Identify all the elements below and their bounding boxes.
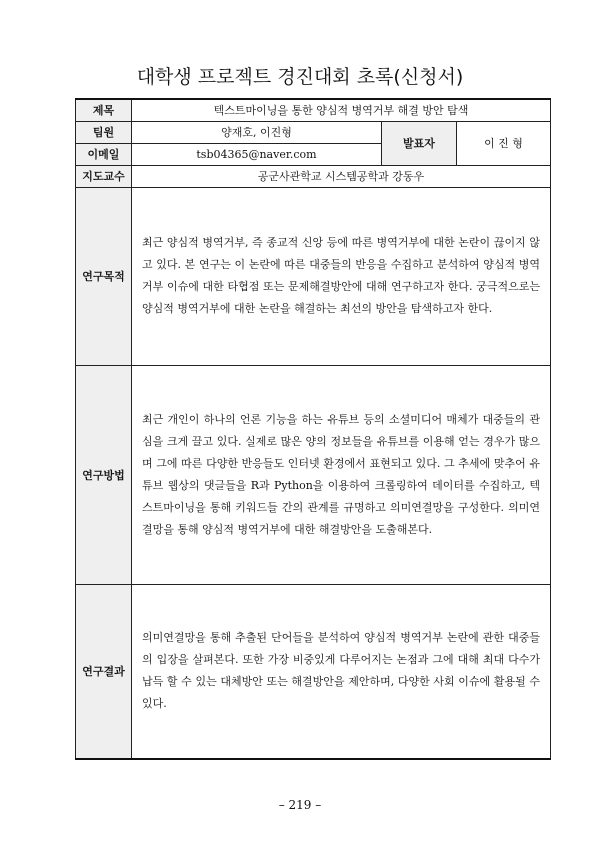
row-title: [76, 99, 551, 121]
team-label: 팀원: [76, 121, 132, 143]
row-result: [76, 584, 551, 759]
result-text: 의미연결망을 통해 추출된 단어들을 분석하여 양심적 병역거부 논란에 관한 대중들의 입장을 살펴본다. 또한 가장 비중있게 다루어지는 논점과 그에 대해 최대 다수가 납득 할 수 있는 대체방안 또는 해결방안을 제안하며, 다양한 사회 이슈에 활용될 수 있다.: [132, 584, 551, 759]
team-value: 양재호, 이진형: [132, 121, 382, 143]
method-label: 연구방법: [76, 365, 132, 584]
row-advisor: [76, 165, 551, 187]
row-team: [76, 121, 551, 143]
advisor-value: 공군사관학교 시스템공학과 강동우: [132, 165, 551, 187]
purpose-text: 최근 양심적 병역거부, 즉 종교적 신앙 등에 따른 병역거부에 대한 논란이 끊이지 않고 있다. 본 연구는 이 논란에 따른 대중들의 반응을 수집하고 분석하여 양심적 병역거부 이슈에 대한 타협점 또는 문제해결방안에 대해 연구하고자 한다. 궁극적으로는 양심적 병역거부에 대한 논란을 해결하는 최선의 방안을 탐색하고자 한다.: [132, 187, 551, 365]
application-form-table: [75, 98, 551, 760]
document-title: 대학생 프로젝트 경진대회 초록(신청서): [136, 66, 464, 88]
page-number: – 219 –: [278, 798, 322, 812]
advisor-label: 지도교수: [76, 165, 132, 187]
purpose-label: 연구목적: [76, 187, 132, 365]
title-value: 텍스트마이닝을 통한 양심적 병역거부 해결 방안 탐색: [132, 99, 551, 121]
row-method: [76, 365, 551, 584]
email-label: 이메일: [76, 143, 132, 165]
email-value: tsb04365@naver.com: [132, 143, 382, 165]
title-label: 제목: [76, 99, 132, 121]
method-text: 최근 개인이 하나의 언론 기능을 하는 유튜브 등의 소셜미디어 매체가 대중들의 관심을 크게 끌고 있다. 실제로 많은 양의 정보들을 유튜브를 이용해 얻는 경우가 많으며 그에 따른 다양한 반응들도 인터넷 환경에서 표현되고 있다. 그 추세에 맞추어 유튜브 웹상의 댓글들을 R과 Python을 이용하여 크롤링하여 데이터를 수집하고, 텍스트마이닝을 통해 키워드들 간의 관계를 규명하고 의미연결망을 구성한다. 의미연결망을 통해 양심적 병역거부에 대한 해결방안을 도출해본다.: [132, 365, 551, 584]
presenter-value: 이 진 형: [457, 121, 551, 165]
row-purpose: [76, 187, 551, 365]
result-label: 연구결과: [76, 584, 132, 759]
presenter-label: 발표자: [382, 121, 457, 165]
